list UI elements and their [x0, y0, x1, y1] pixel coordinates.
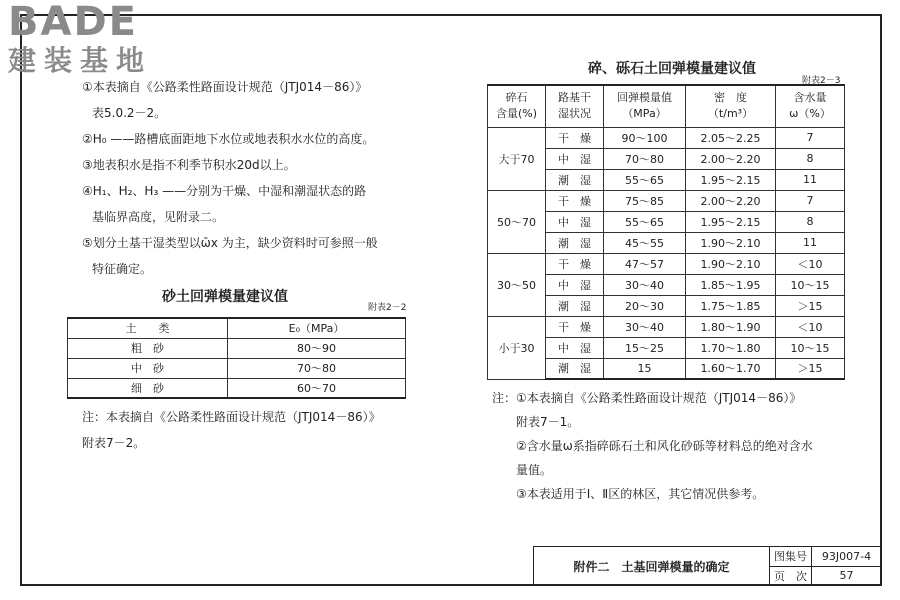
sand-table-title: 砂土回弹模量建议值	[162, 289, 288, 305]
table-cell: 1.90～2.10	[686, 232, 776, 253]
table-cell: 2.00～2.20	[686, 148, 776, 169]
table-cell: 干 燥	[546, 253, 604, 274]
logo-text-en: BADE	[8, 0, 138, 45]
header-line: 密 度	[714, 91, 747, 105]
table-cell: 细 砂	[68, 378, 228, 398]
header-line: 湿状况	[558, 107, 591, 121]
table-cell: 潮 湿	[546, 232, 604, 253]
table-cell: 1.80～1.90	[686, 316, 776, 337]
table-cell: 潮 湿	[546, 169, 604, 190]
column-header	[776, 85, 845, 127]
gravel-table-title: 碎、砾石土回弹模量建议值	[588, 61, 756, 77]
gravel-modulus-table	[487, 84, 845, 380]
atlas-label: 图集号	[770, 547, 812, 567]
table-cell: 47～57	[604, 253, 686, 274]
gravel-table-tag: 附表2－3	[802, 76, 841, 86]
column-header	[604, 85, 686, 127]
table-cell: 60～70	[228, 378, 406, 398]
table-cell: 30～40	[604, 274, 686, 295]
table-cell: ＞15	[776, 295, 845, 316]
table-cell: 2.00～2.20	[686, 190, 776, 211]
table-cell: ＜10	[776, 316, 845, 337]
page-number: 57	[812, 566, 882, 586]
table-cell: 1.85～1.95	[686, 274, 776, 295]
header-line: 路基干	[558, 91, 591, 105]
table-row	[68, 338, 406, 358]
note-line: 注：①本表摘自《公路柔性路面设计规范（JTJ014－86）》	[492, 391, 802, 405]
table-cell: 11	[776, 232, 845, 253]
table-cell: ＜10	[776, 253, 845, 274]
note-line: 附表7－1。	[492, 415, 580, 429]
table-cell: 中 湿	[546, 337, 604, 358]
table-cell: 30～40	[604, 316, 686, 337]
header-line: 含水量	[793, 91, 827, 105]
header-line: （t/m³）	[707, 107, 754, 121]
header-line: 碎石	[505, 91, 528, 105]
note-line: 量值。	[492, 463, 553, 477]
table-cell: 8	[776, 211, 845, 232]
table-cell: 中 湿	[546, 148, 604, 169]
sand-table-note: 附表7－2。	[82, 436, 146, 450]
column-header: E₀（MPa）	[228, 318, 406, 338]
table-cell: 80～90	[228, 338, 406, 358]
table-cell: 70～80	[604, 148, 686, 169]
table-cell: 8	[776, 148, 845, 169]
note-line: ⑤划分土基干湿类型以ω̄x 为主，缺少资料时可参照一般	[82, 236, 378, 250]
column-header: 土 类	[68, 318, 228, 338]
table-cell: 中 砂	[68, 358, 228, 378]
note-line: ②含水量ω系指碎砾石土和风化砂砾等材料总的绝对含水	[492, 439, 813, 453]
table-header-row	[68, 318, 406, 338]
header-line: ω（%）	[789, 107, 831, 121]
table-cell: 15	[604, 358, 686, 379]
column-header	[546, 85, 604, 127]
table-row	[68, 358, 406, 378]
table-cell: 45～55	[604, 232, 686, 253]
table-cell: 15～25	[604, 337, 686, 358]
note-line: 基临界高度，见附录二。	[92, 210, 225, 224]
note-line: ②H₀ ——路槽底面距地下水位或地表积水水位的高度。	[82, 132, 375, 146]
table-cell: 75～85	[604, 190, 686, 211]
table-cell: 55～65	[604, 169, 686, 190]
table-cell: 2.05～2.25	[686, 127, 776, 148]
group-label: 50～70	[488, 190, 546, 253]
table-cell: 7	[776, 190, 845, 211]
group-label: 30～50	[488, 253, 546, 316]
table-header-row	[488, 85, 845, 127]
table-cell: 1.90～2.10	[686, 253, 776, 274]
note-line: ③本表适用于Ⅰ、Ⅱ区的林区，其它情况供参考。	[492, 487, 765, 501]
table-cell: 20～30	[604, 295, 686, 316]
table-cell: 粗 砂	[68, 338, 228, 358]
table-cell: 潮 湿	[546, 358, 604, 379]
table-cell: 70～80	[228, 358, 406, 378]
logo-text-cn: 建装基地	[8, 44, 153, 77]
group-label: 小于30	[488, 316, 546, 379]
bade-logo	[8, 0, 173, 82]
title-block-row	[534, 547, 882, 567]
drawing-title: 附件二 土基回弹模量的确定	[534, 547, 770, 586]
group-label: 大于70	[488, 127, 546, 190]
table-cell: 1.75～1.85	[686, 295, 776, 316]
table-cell: 55～65	[604, 211, 686, 232]
table-cell: 11	[776, 169, 845, 190]
note-line: ①本表摘自《公路柔性路面设计规范（JTJ014－86）》	[82, 80, 368, 94]
table-cell: 10～15	[776, 274, 845, 295]
gravel-table-notes	[492, 386, 862, 506]
sand-table-note: 注：本表摘自《公路柔性路面设计规范（JTJ014－86）》	[82, 410, 381, 424]
column-header	[488, 85, 546, 127]
sand-table-tag: 附表2－2	[368, 303, 407, 313]
note-line: 特征确定。	[92, 262, 153, 276]
table-cell: 90～100	[604, 127, 686, 148]
table-cell: 1.70～1.80	[686, 337, 776, 358]
header-line: （MPa）	[622, 107, 667, 121]
header-line: 回弹模量值	[617, 91, 672, 105]
table-row	[488, 316, 845, 337]
table-cell: 1.95～2.15	[686, 169, 776, 190]
table-cell: 干 燥	[546, 316, 604, 337]
table-cell: 1.60～1.70	[686, 358, 776, 379]
drawing-title-block	[533, 546, 882, 586]
note-line: 表5.0.2－2。	[92, 106, 167, 120]
column-header	[686, 85, 776, 127]
table-row	[488, 190, 845, 211]
table-cell: ＞15	[776, 358, 845, 379]
table-cell: 干 燥	[546, 127, 604, 148]
atlas-number: 93J007-4	[812, 547, 882, 567]
note-line: ③地表积水是指不利季节积水20d以上。	[82, 158, 296, 172]
page-label: 页 次	[770, 566, 812, 586]
table-cell: 潮 湿	[546, 295, 604, 316]
table-cell: 中 湿	[546, 211, 604, 232]
header-line: 含量(%)	[495, 107, 538, 121]
table-cell: 1.95～2.15	[686, 211, 776, 232]
table-row	[488, 253, 845, 274]
table-cell: 中 湿	[546, 274, 604, 295]
table-cell: 干 燥	[546, 190, 604, 211]
note-line: ④H₁、H₂、H₃ ——分别为干燥、中湿和潮湿状态的路	[82, 184, 367, 198]
table-row	[488, 127, 845, 148]
table-cell: 10～15	[776, 337, 845, 358]
table-cell: 7	[776, 127, 845, 148]
sand-modulus-table	[67, 317, 406, 399]
left-notes	[82, 74, 442, 282]
table-row	[68, 378, 406, 398]
